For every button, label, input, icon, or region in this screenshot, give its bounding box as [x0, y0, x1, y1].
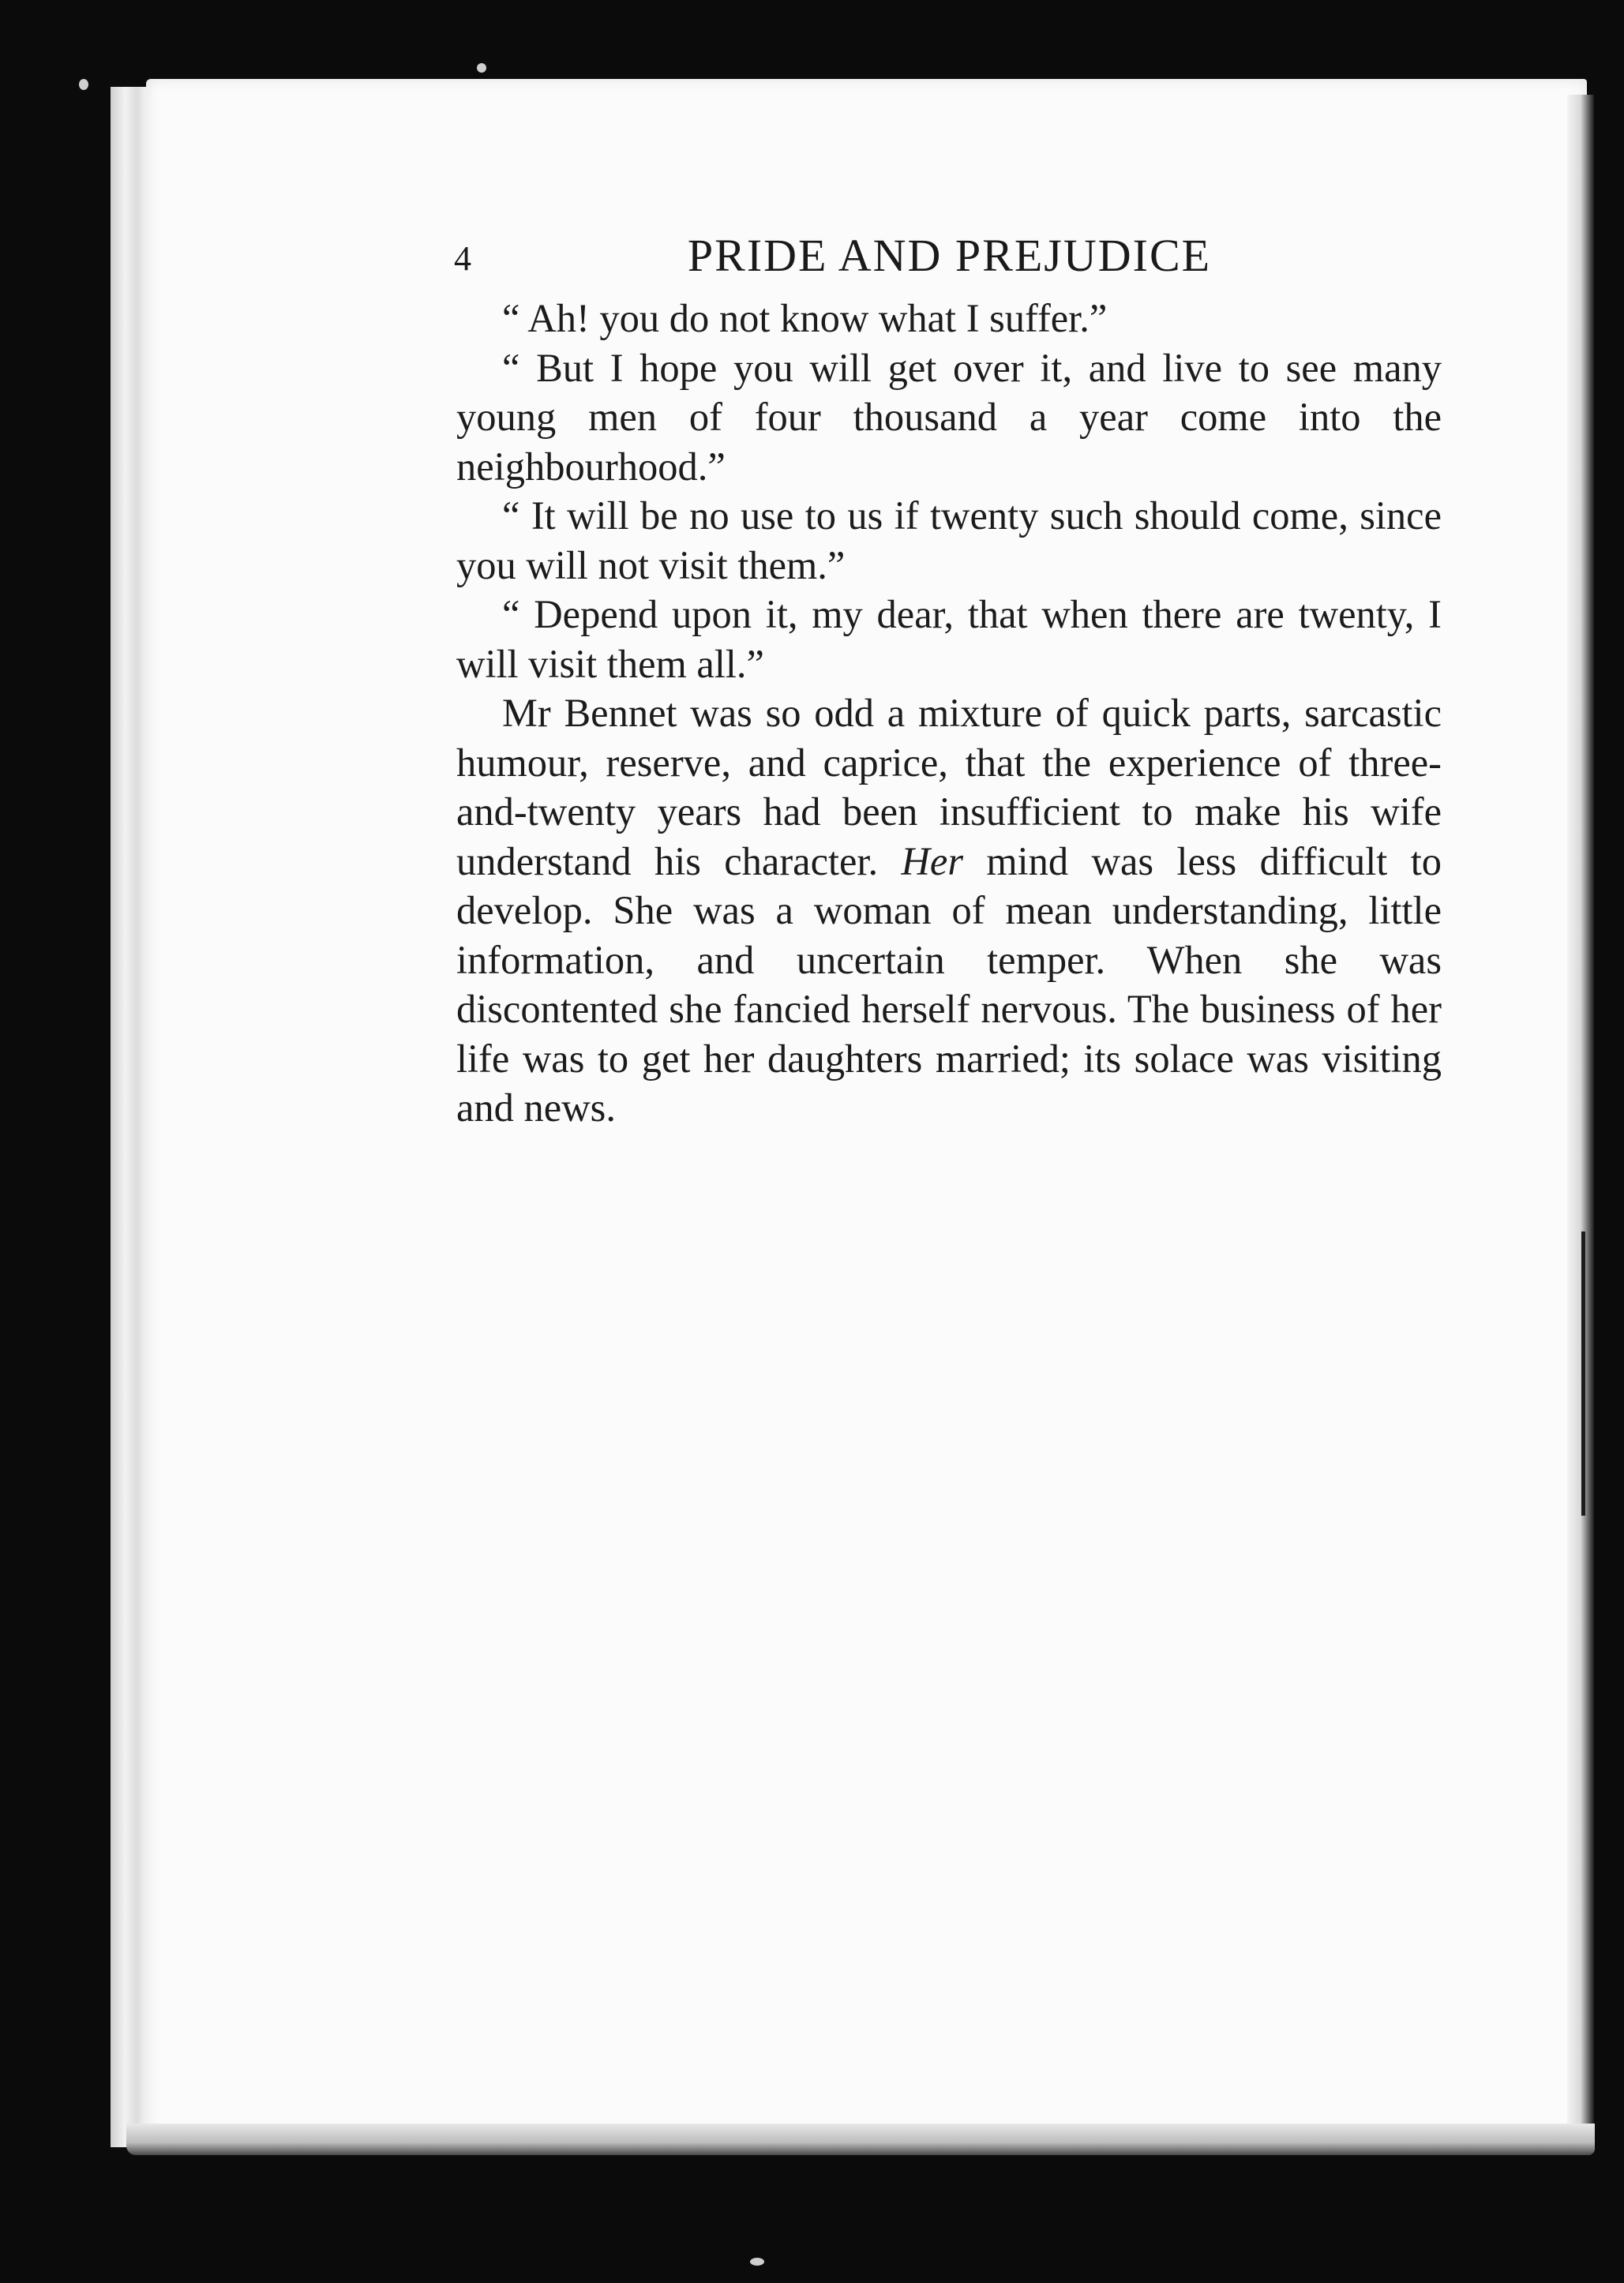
paragraph-5	[456, 688, 1442, 1133]
paragraph-5-before: Mr Bennet was so odd a mixture of quick parts, sarcastic humour, reserve, and caprice, that the experience of three-and-twenty years had been insufficient to make his wife understand his character.	[456, 691, 1442, 883]
paragraph-2: “ But I hope you will get over it, and live to see many young men of four thousand a year come into the neighbourhood.”	[456, 345, 1442, 489]
running-head	[454, 229, 1445, 292]
dust-speck	[79, 79, 88, 90]
paragraph-4: “ Depend upon it, my dear, that when there are twenty, I will visit them all.”	[456, 592, 1442, 686]
paragraph-1: “ Ah! you do not know what I suffer.”	[502, 296, 1108, 340]
binding-gutter	[1567, 95, 1594, 2147]
paragraph-5-after: mind was less difficult to develop. She was a woman of mean understanding, little information, and uncertain temper. When she was discontented she fancied herself nervous. The business of her life was to get her daughters married; its solace was visiting and news.	[456, 838, 1442, 1130]
gutter-shadow-line	[1581, 1231, 1585, 1516]
page-number: 4	[454, 239, 471, 278]
page-edge-bottom	[126, 2124, 1595, 2155]
paragraph-3: “ It will be no use to us if twenty such should come, since you will not visit them.”	[456, 493, 1442, 587]
body-text	[456, 294, 1442, 1133]
running-title: PRIDE AND PREJUDICE	[687, 230, 1212, 281]
paragraph-5-emphasis: Her	[901, 838, 963, 883]
dust-speck	[477, 63, 486, 73]
dust-speck	[750, 2258, 764, 2266]
